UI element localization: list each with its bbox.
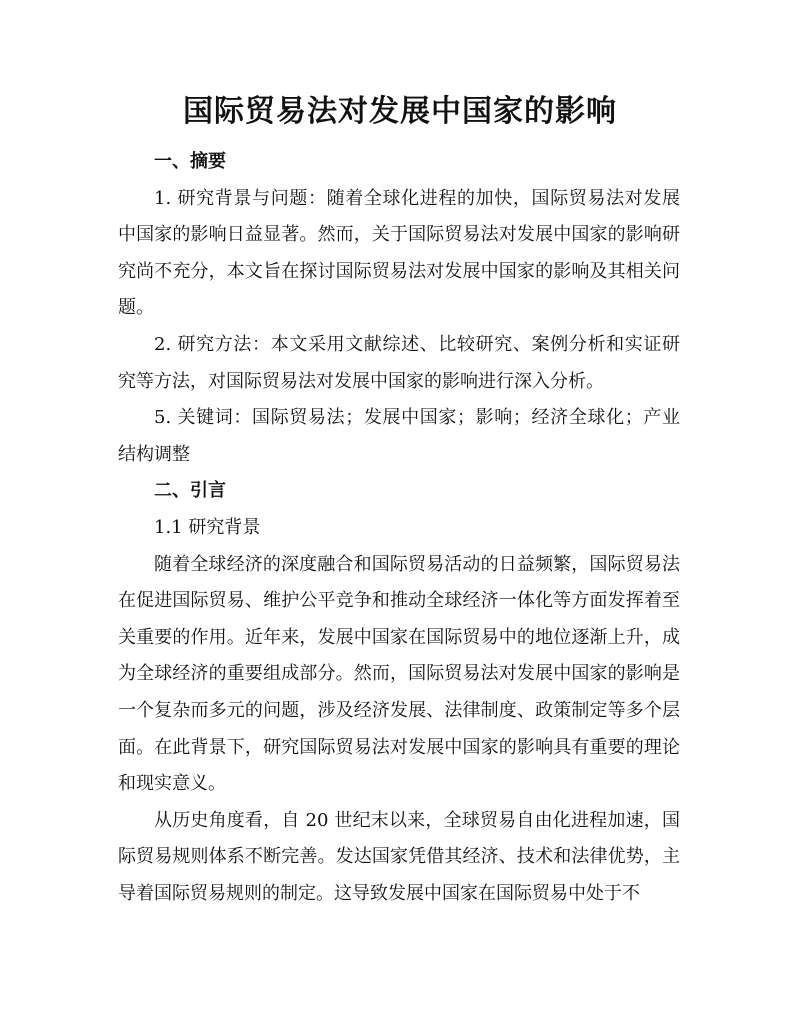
abstract-paragraph-background: 1. 研究背景与问题：随着全球化进程的加快，国际贸易法对发展中国家的影响日益显著。然而，关于国际贸易法对发展中国家的影响研究尚不充分，本文旨在探讨国际贸易法对发展中国家的影响及其相关问题。 — [118, 187, 680, 319]
abstract-paragraph-keywords: 5. 关键词：国际贸易法；发展中国家；影响；经济全球化；产业结构调整 — [118, 407, 680, 465]
abstract-paragraph-methods: 2. 研究方法：本文采用文献综述、比较研究、案例分析和实证研究等方法，对国际贸易法对发展中国家的影响进行深入分析。 — [118, 333, 680, 392]
intro-heading: 二、引言 — [154, 480, 226, 502]
document-body — [118, 144, 680, 912]
intro-subheading: 1.1 研究背景 — [154, 516, 261, 538]
intro-paragraph-1: 随着全球经济的深度融合和国际贸易活动的日益频繁，国际贸易法在促进国际贸易、维护公平竞争和推动全球经济一体化等方面发挥着至关重要的作用。近年来，发展中国家在国际贸易中的地位逐渐上升，成为全球经济的重要组成部分。然而，国际贸易法对发展中国家的影响是一个复杂而多元的问题，涉及经济发展、法律制度、政策制定等多个层面。在此背景下，研究国际贸易法对发展中国家的影响具有重要的理论和现实意义。 — [118, 553, 680, 795]
document-title: 国际贸易法对发展中国家的影响 — [183, 94, 617, 129]
abstract-heading: 一、摘要 — [154, 151, 226, 172]
intro-paragraph-2: 从历史角度看，自 20 世纪末以来，全球贸易自由化进程加速，国际贸易规则体系不断完善。发达国家凭借其经济、技术和法律优势，主导着国际贸易规则的制定。这导致发展中国家在国际贸易中处于不 — [118, 809, 680, 904]
